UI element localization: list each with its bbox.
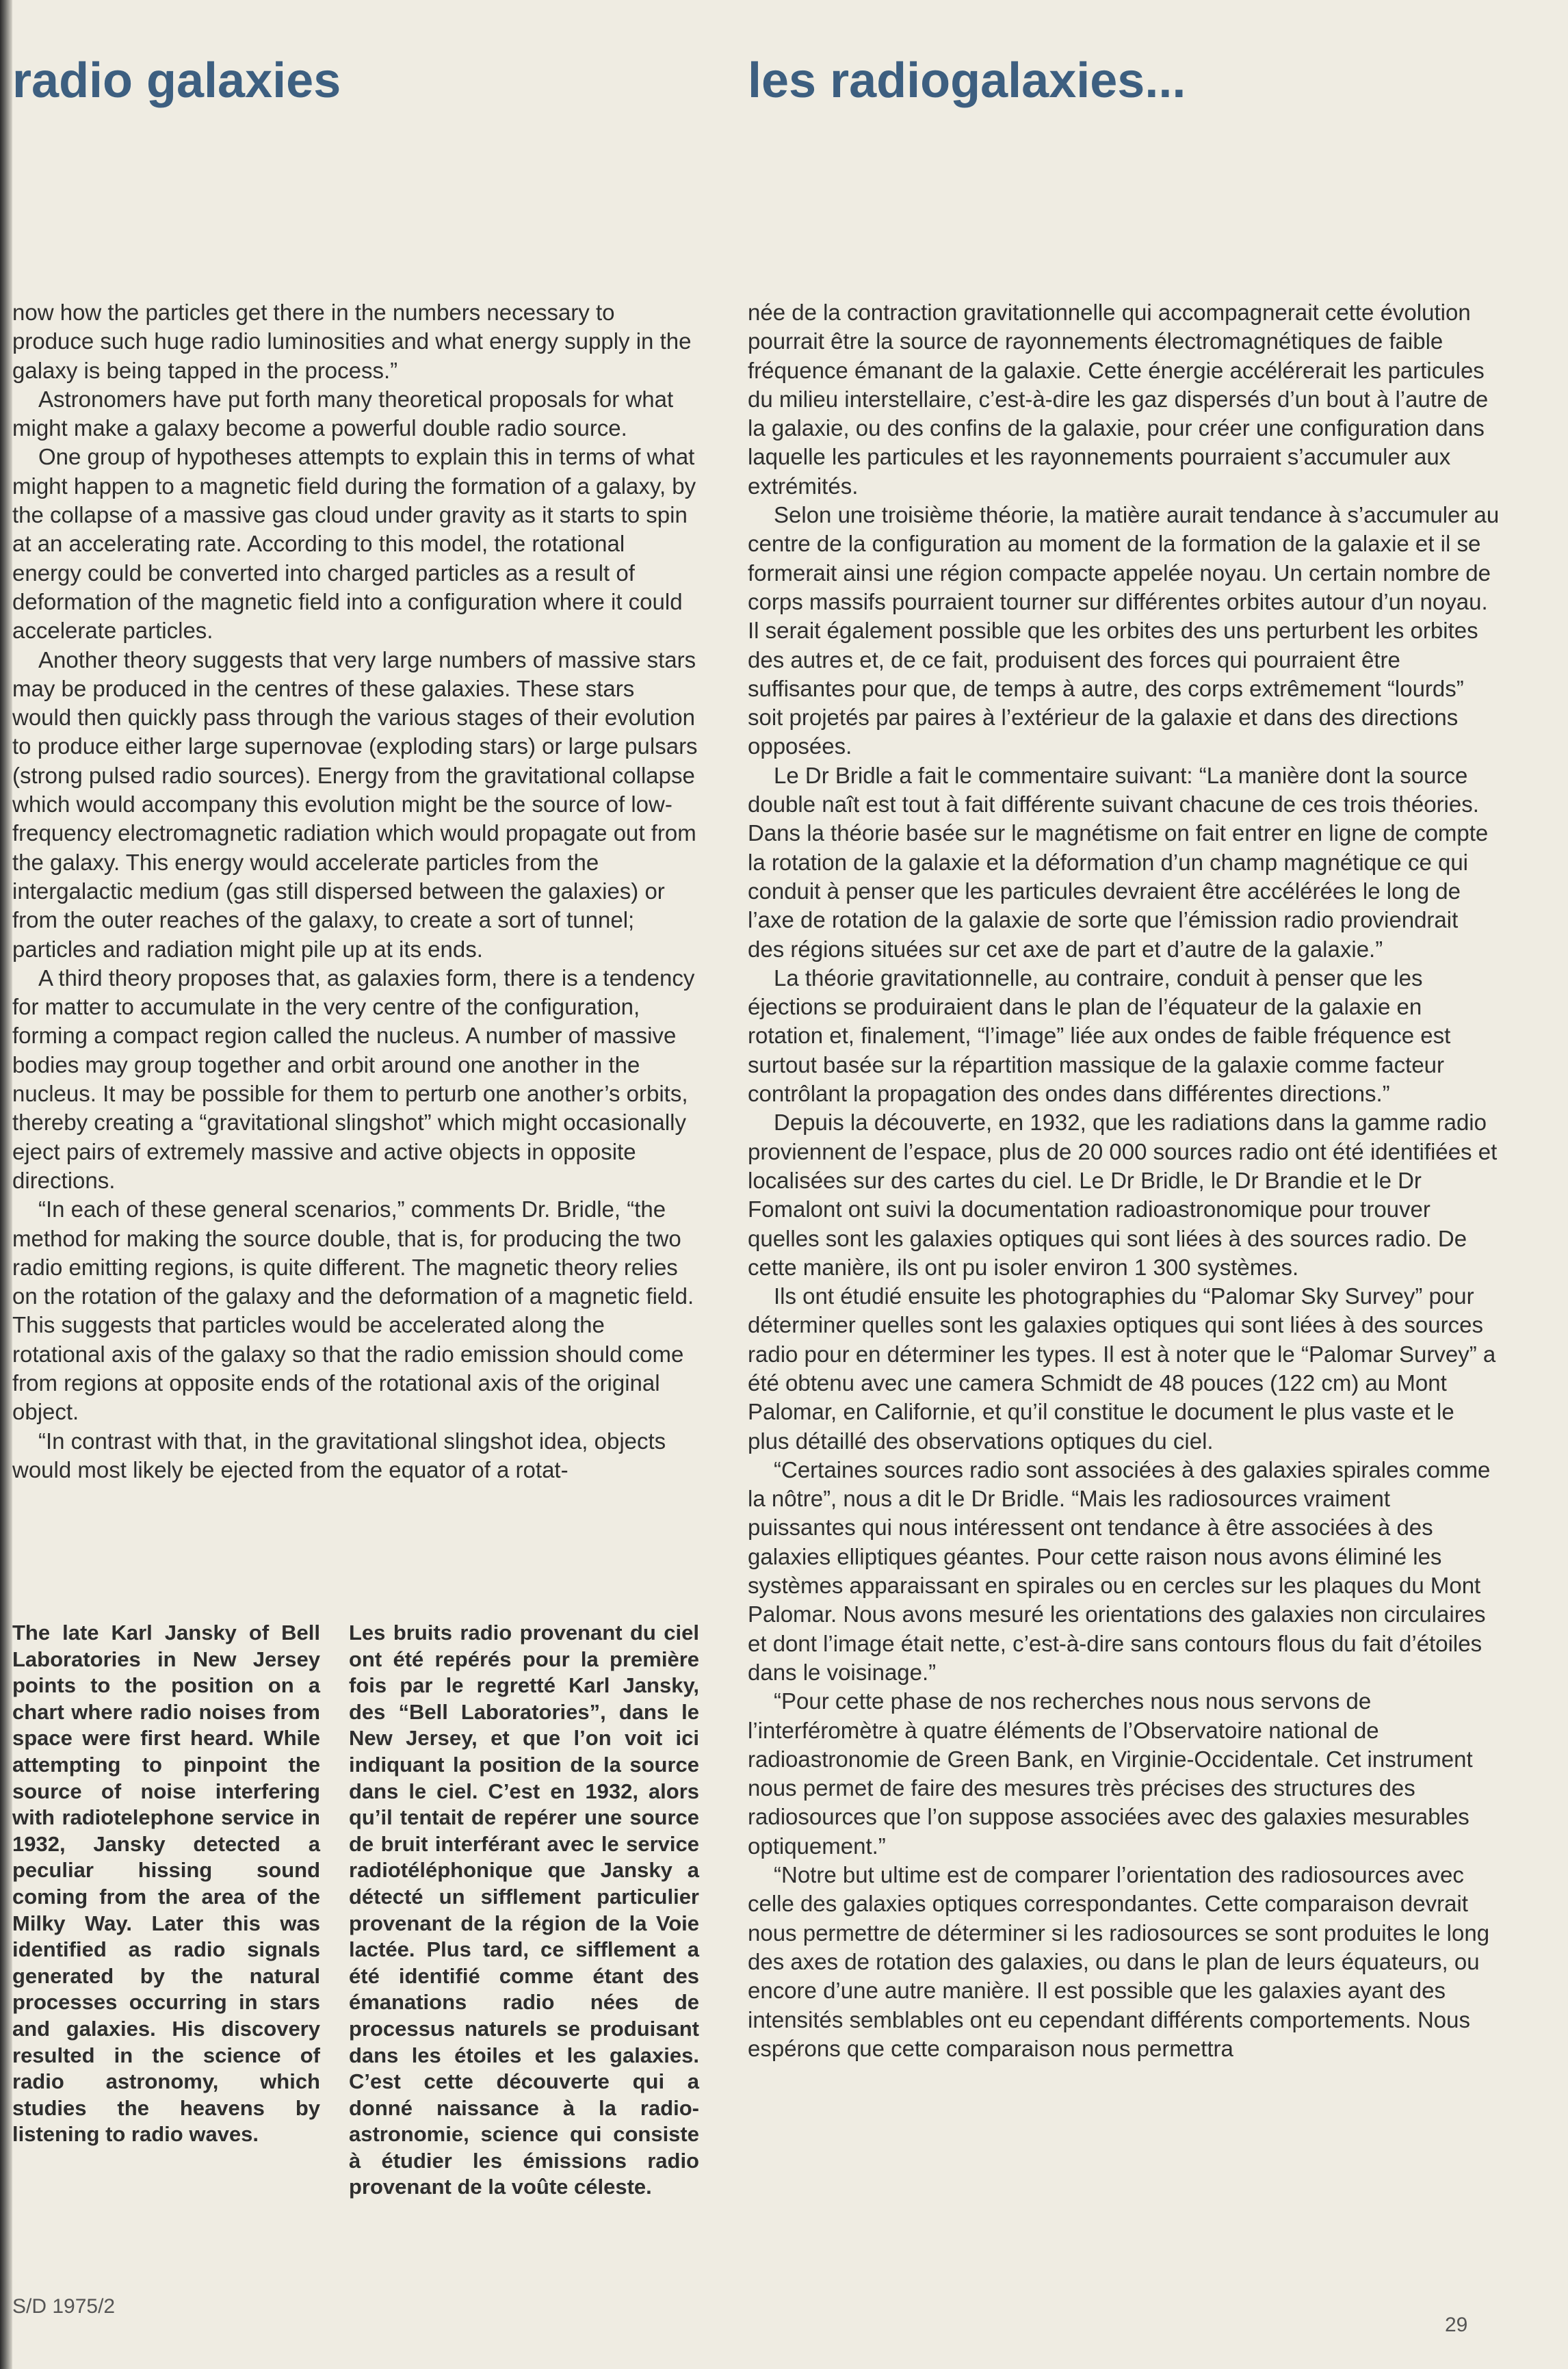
english-article-column xyxy=(12,298,698,1550)
english-paragraph: One group of hypotheses attempts to explain this in terms of what might happen to a magnetic field during the formation of a galaxy, by the collapse of a massive gas cloud under gravity as it starts to spin at an accelerating rate. According to this model, the rotational energy could be converted into charged particles as a result of deformation of the magnetic field into a configuration where it could accelerate particles. xyxy=(12,444,696,644)
french-paragraph: Ils ont étudié ensuite les photographies du “Palomar Sky Survey” pour déterminer quelles sont les galaxies optiques qui sont liées à des sources radio pour en déterminer les types. Il est à noter que le “Palomar Survey” a été obtenu avec une camera Schmidt de 48 pouces (122 cm) au Mont Palomar, en Californie, et qu’il constitue le document le plus vaste et le plus détaillé des observations optiques du ciel. xyxy=(748,1283,1496,1454)
french-paragraph: “Notre but ultime est de comparer l’orientation des radiosources avec celle des galaxies optiques correspondantes. Cette comparaison devrait nous permettre de déterminer si les radiosources se sont produites le long des axes de rotation des galaxies, ou dans le plan de leurs équateurs, ou encore d’une autre manière. Il est possible que les galaxies ayant des intensités semblables ont eu cependant différents comportements. Nous espérons que cette comparaison nous permettra xyxy=(748,1862,1490,2061)
english-heading: radio galaxies xyxy=(12,53,341,108)
english-paragraph: A third theory proposes that, as galaxies form, there is a tendency for matter to accumulate in the very centre of the configuration, forming a compact region called the nucleus. A number of massive bodies may group together and orbit around one another in the nucleus. It may be possible for them to perturb one another’s orbits, thereby creating a “gravitational slingshot” which might occasionally eject pairs of extremely massive and active objects in opposite directions. xyxy=(12,965,695,1193)
page-binding-edge xyxy=(0,0,12,2369)
french-paragraph: Selon une troisième théorie, la matière aurait tendance à s’accumuler au centre de la configuration au moment de la formation de la galaxie et il se formerait ainsi une région compacte appelée noyau. Un certain nombre de corps massifs pourraient tourner sur différentes orbites autour d’un noyau. Il serait également possible que les orbites des uns perturbent les orbites des autres et, de ce fait, produisent des forces qui pourraient être suffisantes pour que, de temps à autre, des corps extrêmement “lourds” soit projetés par paires à l’extérieur de la galaxie et dans des directions opposées. xyxy=(748,502,1500,759)
french-article-column xyxy=(748,298,1500,2309)
english-paragraph: Another theory suggests that very large numbers of massive stars may be produced in the centres of these galaxies. These stars would then quickly pass through the various stages of their evolution to produce either large supernovae (exploding stars) or large pulsars (strong pulsed radio sources). Energy from the gravitational collapse which would accompany this evolution might be the source of low-frequency electromagnetic radiation which would propagate out from the galaxy. This energy would accelerate particles from the intergalactic medium (gas still dispersed between the galaxies) or from the outer reaches of the galaxy, to create a sort of tunnel; particles and radiation might pile up at its ends. xyxy=(12,646,698,962)
english-paragraph: “In contrast with that, in the gravitational slingshot idea, objects would most likely be ejected from the equator of a rotat- xyxy=(12,1428,666,1482)
english-paragraph: Astronomers have put forth many theoretical proposals for what might make a galaxy become a powerful double radio source. xyxy=(12,386,674,441)
french-heading: les radiogalaxies... xyxy=(748,53,1186,108)
french-paragraph: “Pour cette phase de nos recherches nous nous servons de l’interféromètre à quatre éléments de l’Observatoire national de radioastronomie de Green Bank, en Virginie-Occidentale. Cet instrument nous permet de faire des mesures très précises des structures des radiosources que l’on suppose associées avec des galaxies mesurables optiquement.” xyxy=(748,1688,1473,1859)
french-paragraph: “Certaines sources radio sont associées à des galaxies spirales comme la nôtre”, nous a dit le Dr Bridle. “Mais les radiosources vraiment puissantes qui nous intéressent ont tendance à être associées à des galaxies elliptiques géantes. Pour cette raison nous avons éliminé les systèmes apparaissant en spirales ou en cercles sur les plaques du Mont Palomar. Nous avons mesuré les orientations des galaxies non circulaires et dont l’image était nette, c’est-à-dire sans contours flous du fait d’étoiles dans le voisinage.” xyxy=(748,1456,1491,1685)
french-photo-caption: Les bruits radio provenant du ciel ont été repérés pour la première fois par le regretté Karl Jansky, des “Bell Laboratories”, dans le New Jersey, et que l’on voit ici indiquant la position de la source dans le ciel. C’est en 1932, alors qu’il tentait de repérer une source de bruit interférant avec le service radiotéléphonique que Jansky a détecté un sifflement particulier provenant de la région de la Voie lactée. Plus tard, ce sifflement a été identifié comme étant des émanations radio nées de processus naturels se produisant dans les étoiles et les galaxies. C’est cette découverte qui a donné naissance à la radio-astronomie, science qui consiste à étudier les émissions radio provenant de la voûte céleste. xyxy=(349,1621,699,2199)
french-paragraph: Depuis la découverte, en 1932, que les radiations dans la gamme radio proviennent de l’espace, plus de 20 000 sources radio ont été identifiées et localisées sur des cartes du ciel. Le Dr Bridle, le Dr Brandie et le Dr Fomalont ont suivi la documentation radioastronomique pour trouver quelles sont les galaxies optiques qui sont liées à des sources radio. De cette manière, ils ont pu isoler environ 1 300 systèmes. xyxy=(748,1110,1498,1280)
english-paragraph: now how the particles get there in the numbers necessary to produce such huge radio luminosities and what energy supply in the galaxy is being tapped in the process.” xyxy=(12,300,692,383)
french-paragraph: La théorie gravitationnelle, au contraire, conduit à penser que les éjections se produiraient dans le plan de l’équateur de la galaxie en rotation et, finalement, “l’image” liée aux ondes de faible fréquence est surtout basée sur la répartition massique de la galaxie comme facteur contrôlant la propagation des ondes dans différentes directions.” xyxy=(748,965,1451,1107)
issue-label: S/D 1975/2 xyxy=(12,2295,116,2318)
english-photo-caption: The late Karl Jansky of Bell Laboratories in New Jersey points to the position on a chart where radio noises from space were first heard. While attempting to pinpoint the source of noise interfering with radiotelephone service in 1932, Jansky detected a peculiar hissing sound coming from the area of the Milky Way. Later this was identified as radio signals generated by the natural processes occurring in stars and galaxies. His discovery resulted in the science of radio astronomy, which studies the heavens by listening to radio waves. xyxy=(12,1621,320,2147)
english-paragraph: “In each of these general scenarios,” comments Dr. Bridle, “the method for making the source double, that is, for producing the two radio emitting regions, is quite different. The magnetic theory relies on the rotation of the galaxy and the deformation of a magnetic field. This suggests that particles would be accelerated along the rotational axis of the galaxy so that the radio emission should come from regions at opposite ends of the rotational axis of the original object. xyxy=(12,1196,694,1425)
page-number: 29 xyxy=(1445,2314,1468,2336)
french-paragraph: Le Dr Bridle a fait le commentaire suivant: “La manière dont la source double naît est tout à fait différente suivant chacune de ces trois théories. Dans la théorie basée sur le magnétisme on fait entrer en ligne de compte la rotation de la galaxie et la déformation d’un champ magnétique ce qui conduit à penser que les particules devraient être accélérées le long de l’axe de rotation de la galaxie de sorte que l’émission radio proviendrait des régions situées sur cet axe de part et d’autre de la galaxie.” xyxy=(748,762,1489,962)
french-paragraph: née de la contraction gravitationnelle qui accompagnerait cette évolution pourrait être la source de rayonnements électromagnétiques de faible fréquence émanant de la galaxie. Cette énergie accélérerait les particules du milieu interstellaire, c’est-à-dire les gaz dispersés d’un bout à l’autre de la galaxie, ou des confins de la galaxie, pour créer une configuration dans laquelle les particules et les rayonnements pourraient s’accumuler aux extrémités. xyxy=(748,300,1489,499)
